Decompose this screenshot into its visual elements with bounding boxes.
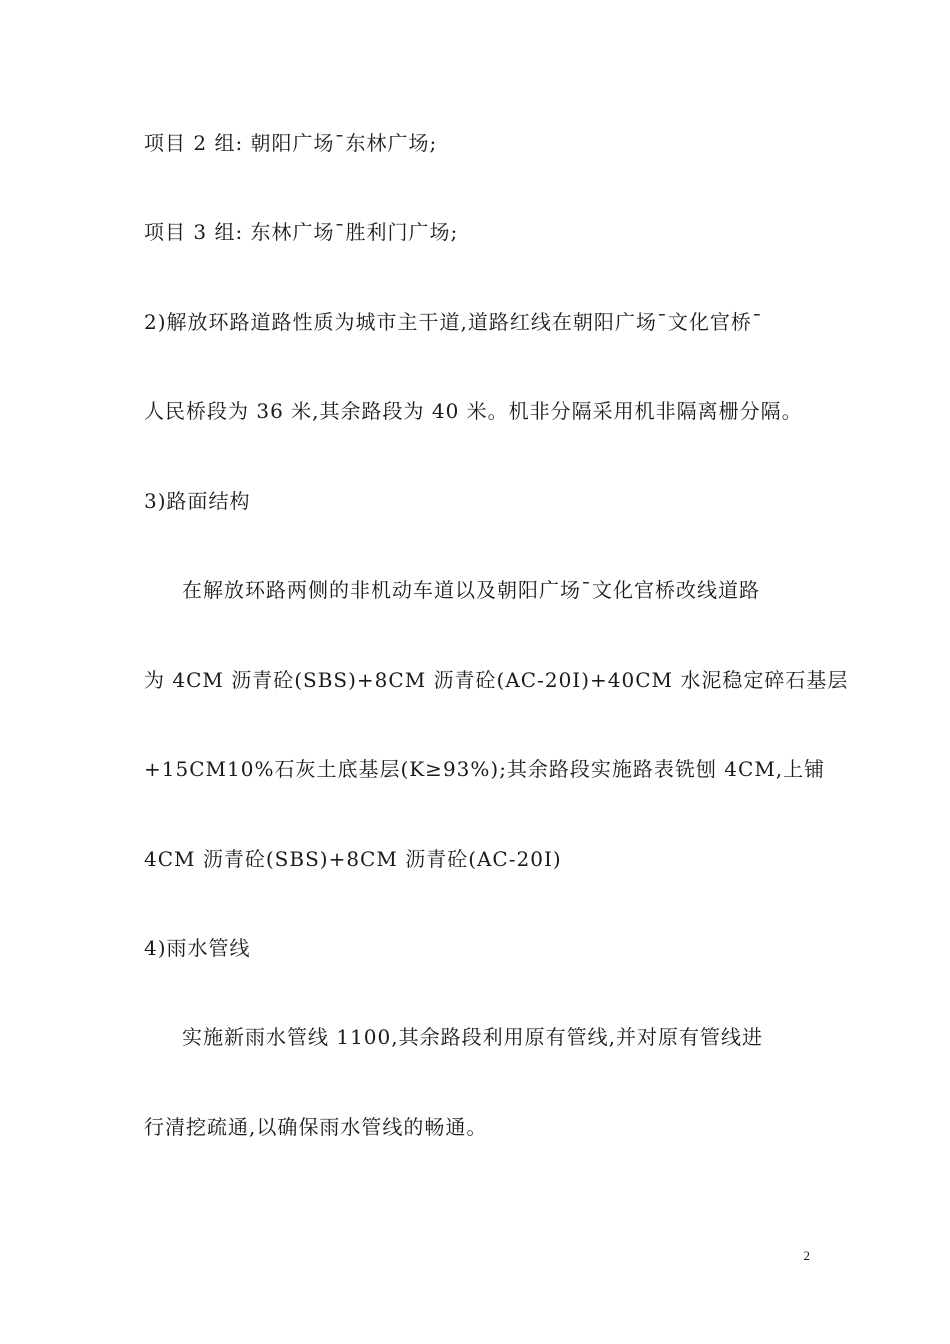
text-line-road-nature: 2)解放环路道路性质为城市主干道,道路红线在朝阳广场¯文化官桥¯ [144, 310, 763, 334]
text-line-pavement-overlay: 4CM 沥青砼(SBS)+8CM 沥青砼(AC-20Ⅰ) [144, 847, 562, 871]
text-line-pavement-layers: 为 4CM 沥青砼(SBS)+8CM 沥青砼(AC-20Ⅰ)+40CM 水泥稳定碎石基层 [144, 668, 849, 692]
text-line-pavement-para-start: 在解放环路两侧的非机动车道以及朝阳广场¯文化官桥改线道路 [182, 578, 760, 602]
text-line-project-group-2: 项目 2 组: 朝阳广场¯东林广场; [144, 131, 438, 155]
text-line-pavement-base: +15CM10%石灰土底基层(K≥93%);其余路段实施路表铣刨 4CM,上铺 [144, 757, 826, 781]
text-line-rainwater-para-end: 行清挖疏通,以确保雨水管线的畅通。 [144, 1115, 488, 1139]
text-line-project-group-3: 项目 3 组: 东林广场¯胜利门广场; [144, 220, 459, 244]
section-heading-pavement-structure: 3)路面结构 [144, 489, 251, 513]
section-heading-rainwater-pipes: 4)雨水管线 [144, 936, 251, 960]
text-line-road-width: 人民桥段为 36 米,其余路段为 40 米。机非分隔采用机非隔离栅分隔。 [144, 399, 803, 423]
page-number: 2 [803, 1248, 810, 1263]
text-line-rainwater-para-start: 实施新雨水管线 1100,其余路段利用原有管线,并对原有管线进 [182, 1025, 763, 1049]
